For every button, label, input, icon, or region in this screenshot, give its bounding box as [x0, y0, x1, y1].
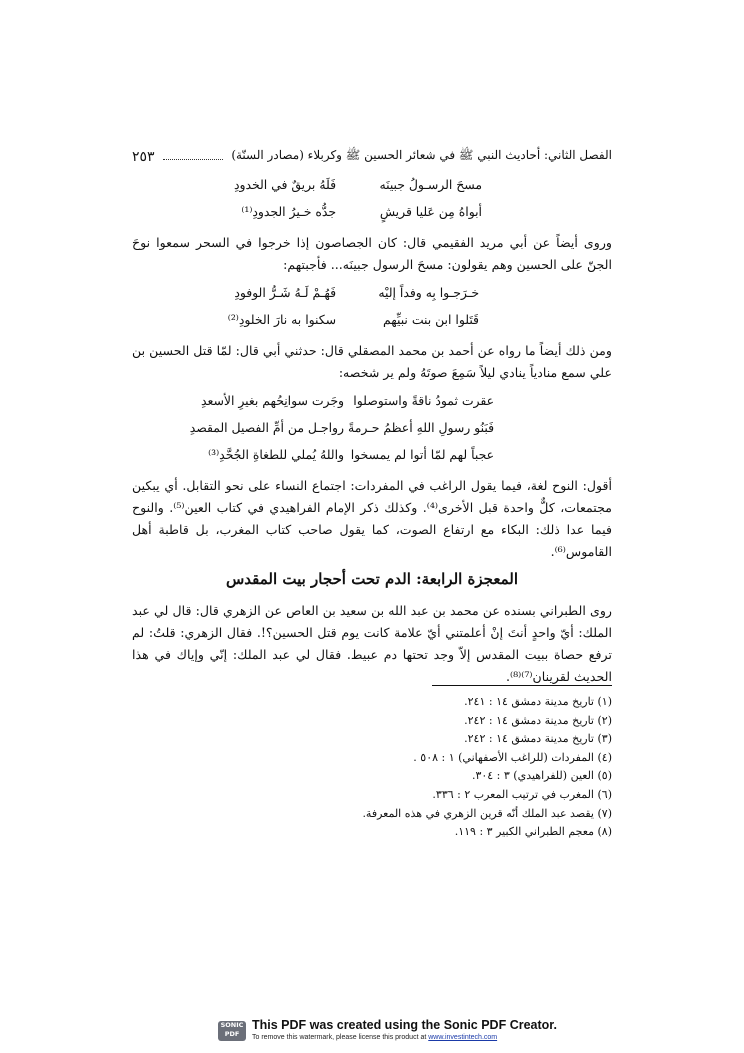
- poem3-line2-right: فَبَنُو رسولِ اللهِ أعظمُ حـرمةً: [348, 420, 494, 435]
- footnote-7: (٧) يقصد عبد الملك أنّه قرين الزهري في هذه المعرفة.: [362, 806, 612, 820]
- footnotes: [300, 693, 612, 842]
- paragraph-4: روى الطبراني بسنده عن محمد بن عبد الله بن سعيد بن العاص عن الزهري قال: قال لي عبد الملك: أيّ واحدٍ أنتَ إنْ أعلمتني أيّ علامة كانت يوم قتل الحسين؟!. فقال الزهري: قلتُ: لم ترفع حصاة ببيت المقدس إلاّ وجد تحتها دم عبيط. فقال لي عبد الملك: إنّي وإياك في هذا الحديث لقرينان⁽⁷⁾⁽⁸⁾.: [132, 603, 612, 684]
- poem3-line3-left: واللهُ يُملي للطغاةِ الجُحَّدِ⁽³⁾: [208, 447, 344, 462]
- poem3-line1-right: عقرت ثمودُ ناقةً واستوصلوا: [353, 393, 494, 408]
- paragraph-1: وروى أيضاً عن أبي مريد الفقيمي قال: كان الجصاصون إذا خرجوا في السحر سمعوا نوحَ الجنّ على الحسين وهم يقولون: مسحَ الرسول جبينَه... فأجبتهم:: [132, 235, 612, 272]
- sonic-pdf-logo: [218, 1021, 246, 1041]
- pdf-creator-watermark: [218, 1018, 557, 1046]
- footnote-2: (٢) تاريخ مدينة دمشق ١٤ : ٢٤٢.: [464, 713, 612, 727]
- poem2-line2-right: قَتَلوا ابن بنت نبيِّهم: [383, 312, 479, 327]
- poem1-line1-right: مسحَ الرسـولُ جبينَه: [379, 177, 482, 192]
- poem1-line1-left: فَلَهُ بريقٌ في الخدودِ: [233, 177, 336, 192]
- header-dot-leader: [163, 159, 224, 160]
- watermark-line-2-prefix: To remove this watermark, please license this product at: [252, 1034, 429, 1041]
- poem2-line2-left: سكنوا به نارَ الخلودِ⁽²⁾: [227, 312, 336, 327]
- poem2-line1-left: فَهُـمْ لَـهُ شَـرُّ الوفودِ: [234, 285, 336, 300]
- footnote-5: (٥) العين (للفراهيدي) ٣ : ٣٠٤.: [471, 769, 612, 783]
- poem1-line2-left: جدُّه خـيرُ الجدودِ⁽¹⁾: [241, 204, 336, 219]
- paragraph-2: ومن ذلك أيضاً ما رواه عن أحمد بن محمد المصقلي قال: حدثني أبي قال: لمّا قتل الحسين بن علي سمع منادياً ينادي ليلاً سَمِعَ صوتَهُ ولم ير شخصه:: [132, 343, 612, 380]
- poem2-line1-right: خـرَجـوا بِه وفداً إليْه: [378, 285, 479, 300]
- running-header: [132, 143, 612, 165]
- poem1-line2-right: أبواهُ مِن عَليا قريشٍ: [379, 204, 482, 219]
- footnote-1: (١) تاريخ مدينة دمشق ١٤ : ٢٤١.: [464, 695, 612, 708]
- poem3-line2-left: رواجـل من أمِّ الفصيل المقصدِ: [189, 420, 344, 435]
- chapter-title: الفصل الثاني: أحاديث النبي ﷺ في شعائر الحسين ﷺ وكربلاء (مصادر السنّة): [231, 148, 612, 162]
- footnote-4: (٤) المفردات (للراغب الأصفهاني) ١ : ٥٠٨ .: [413, 750, 612, 764]
- watermark-line-2: [252, 1034, 497, 1041]
- page-number: ٢٥٣: [132, 149, 155, 165]
- footnote-8: (٨) معجم الطبراني الكبير ٣ : ١١٩.: [454, 825, 612, 839]
- poem3-line3-right: عجباً لهم لمّا أتوا لم يمسخوا: [350, 447, 494, 462]
- footnote-3: (٣) تاريخ مدينة دمشق ١٤ : ٢٤٢.: [464, 732, 612, 746]
- footnote-separator: [432, 685, 612, 686]
- footnote-6: (٦) المغرب في ترتيب المعرب ٢ : ٣٣٦.: [432, 787, 612, 801]
- watermark-line-1: This PDF was created using the Sonic PDF Creator.: [252, 1018, 557, 1032]
- section-heading: المعجزة الرابعة: الدم تحت أحجار بيت المقدس: [225, 570, 518, 588]
- paragraph-3: أقول: النوح لغة، فيما يقول الراغب في المفردات: اجتماع النساء على نحو التقابل. أي يبكين مجتمعات، كلٌّ واحدة قبل الأخرى⁽⁴⁾. وكذلك ذكر الإمام الفراهيدي في كتاب العين⁽⁵⁾. والنوح فيما عدا ذلك: البكاء مع ارتفاع الصوت، كما يقول صاحب كتاب المغرب، بل قاطبة أهل القاموس⁽⁶⁾.: [132, 478, 612, 559]
- poem3-line1-left: وجَرت سوانِحُهم بغيرِ الأسعدِ: [201, 393, 344, 408]
- watermark-link[interactable]: www.investintech.com: [428, 1034, 498, 1041]
- logo-text: SONIC PDF: [220, 1021, 244, 1038]
